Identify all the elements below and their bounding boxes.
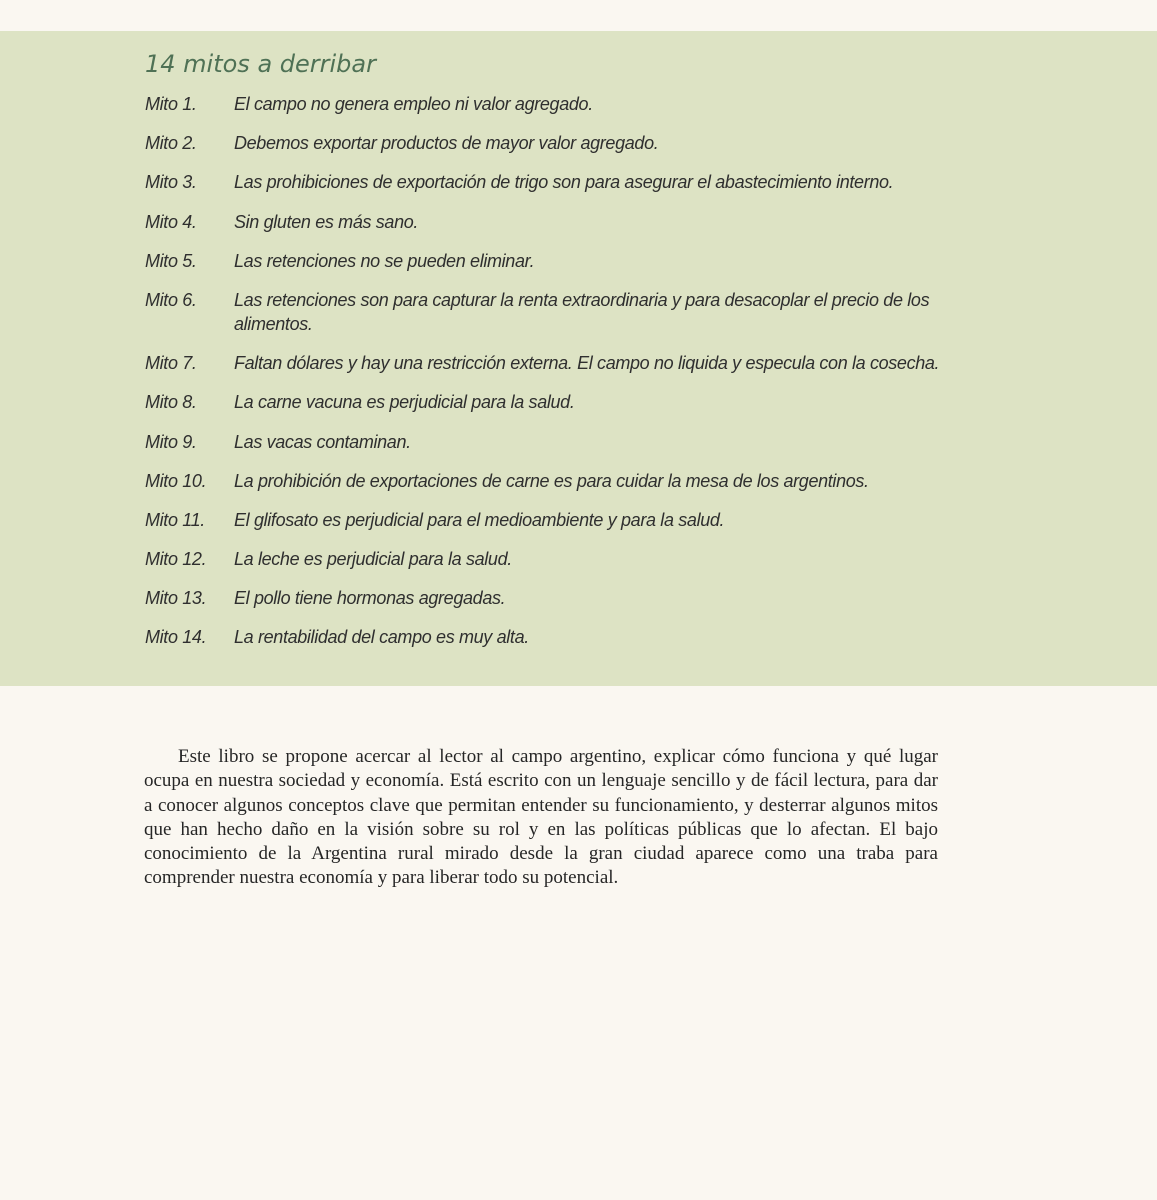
myth-number: Mito 9. [145,431,197,452]
myth-item [145,390,955,414]
myth-text: Debemos exportar productos de mayor valor agregado. [234,133,659,154]
myth-item [145,508,955,532]
myth-item [145,288,955,336]
myth-item [145,249,955,273]
myths-title: 14 mitos a derribar [145,50,376,78]
myth-item [145,547,955,571]
myth-text: Las retenciones son para capturar la renta extraordinaria y para desacoplar el precio de los alimentos. [234,289,930,334]
myth-item [145,210,955,234]
myth-text: La leche es perjudicial para la salud. [234,549,512,570]
myth-item [145,430,955,454]
myth-text: Sin gluten es más sano. [234,211,419,232]
myth-item [145,469,955,493]
myth-text: El pollo tiene hormonas agregadas. [234,588,506,609]
myth-number: Mito 14. [145,627,207,648]
myth-text: Las retenciones no se pueden eliminar. [234,250,535,271]
myth-text: La prohibición de exportaciones de carne es para cuidar la mesa de los argentinos. [234,470,869,491]
myth-number: Mito 3. [145,172,197,193]
myth-number: Mito 10. [145,470,207,491]
myth-text: Las vacas contaminan. [234,431,411,452]
myth-text: Faltan dólares y hay una restricción externa. El campo no liquida y especula con la cosecha. [234,353,940,374]
myth-number: Mito 5. [145,250,197,271]
myth-text: La carne vacuna es perjudicial para la salud. [234,392,575,413]
myth-item [145,131,955,155]
intro-paragraph: Este libro se propone acercar al lector al campo argentino, explicar cómo funciona y qué lugar ocupa en nuestra sociedad y economía. Está escrito con un lenguaje sencillo y de fácil lectura, para dar a conocer algunos conceptos clave que permitan entender su funcionamiento, y desterrar algunos mitos que han hecho daño en la visión sobre su rol y en las políticas públicas que lo afectan. El bajo conocimiento de la Argentina rural mirado desde la gran ciudad aparece como una traba para comprender nuestra economía y para liberar todo su potencial. [144,746,938,889]
myth-item [145,351,955,375]
myth-number: Mito 1. [145,94,197,114]
myth-item [145,170,955,194]
myth-number: Mito 6. [145,289,197,310]
myth-item [145,586,955,610]
myth-text: Las prohibiciones de exportación de trigo son para asegurar el abastecimiento interno. [234,172,894,193]
myth-number: Mito 13. [145,588,207,609]
myth-text: La rentabilidad del campo es muy alta. [234,627,529,648]
myth-number: Mito 12. [145,549,207,570]
myth-item [145,92,955,116]
myth-number: Mito 11. [145,509,205,530]
myth-text: El campo no genera empleo ni valor agregado. [234,94,593,114]
myth-number: Mito 8. [145,392,197,413]
myth-item [145,625,955,649]
myth-number: Mito 2. [145,133,197,154]
myth-number: Mito 7. [145,353,197,374]
myth-list [145,92,955,665]
myth-text: El glifosato es perjudicial para el medioambiente y para la salud. [234,509,725,530]
myth-number: Mito 4. [145,211,197,232]
